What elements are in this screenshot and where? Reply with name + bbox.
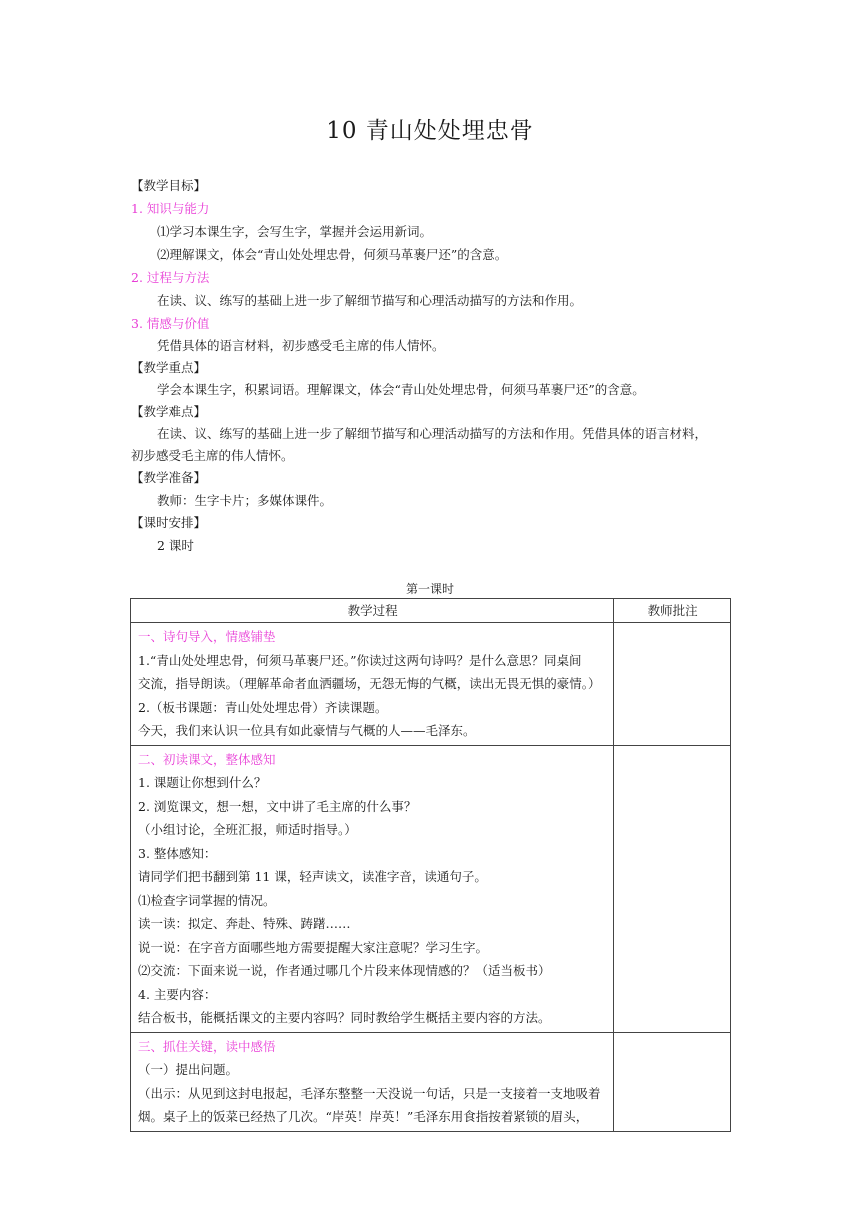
objective-1-item-2: ⑵理解课文，体会“青山处处埋忠骨，何须马革裹尸还”的含意。 — [157, 247, 508, 262]
lesson-table — [130, 598, 731, 1132]
objective-2-title: 2. 过程与方法 — [131, 270, 210, 285]
section-2-line: 3. 整体感知： — [138, 845, 217, 861]
column-header-notes: 教师批注 — [614, 599, 731, 623]
difficulties-heading: 【教学难点】 — [131, 404, 207, 419]
table-row — [131, 623, 731, 746]
section-3-notes-cell — [614, 1032, 731, 1131]
section-2-line: 结合板书，能概括课文的主要内容吗？同时教给学生概括主要内容的方法。 — [138, 1010, 551, 1025]
section-2-line: 读一读：拟定、奔赴、特殊、踌躇…… — [138, 916, 351, 931]
schedule-heading: 【课时安排】 — [131, 515, 207, 530]
preparation-heading: 【教学准备】 — [131, 470, 207, 485]
key-points-text: 学会本课生字，积累词语。理解课文，体会“青山处处埋忠骨，何须马革裹尸还”的含意。 — [157, 382, 645, 397]
column-header-process: 教学过程 — [131, 599, 614, 623]
objective-2-text: 在读、议、练写的基础上进一步了解细节描写和心理活动描写的方法和作用。 — [157, 293, 583, 308]
section-2-line: （小组讨论，全班汇报，师适时指导。） — [138, 822, 357, 837]
table-header-row — [131, 599, 731, 623]
key-points-heading: 【教学重点】 — [131, 360, 207, 375]
section-3-cell — [131, 1032, 614, 1131]
section-1-line: 1.“青山处处埋忠骨，何须马革裹尸还。”你读过这两句诗吗？是什么意思？同桌间 — [138, 652, 582, 668]
section-1-line: 2.（板书课题：青山处处埋忠骨）齐读课题。 — [138, 699, 388, 715]
section-2-line: ⑴检查字词掌握的情况。 — [138, 892, 276, 908]
section-1-notes-cell — [614, 623, 731, 746]
section-1-line: 交流，指导朗读。（理解革命者血洒疆场，无怨无悔的气概，读出无畏无惧的豪情。） — [138, 676, 601, 691]
difficulties-text-line-2: 初步感受毛主席的伟人情怀。 — [131, 448, 294, 463]
section-2-line: 4. 主要内容： — [138, 986, 217, 1002]
lesson-caption: 第一课时 — [405, 582, 454, 596]
table-row — [131, 745, 731, 1032]
page-title: 10 青山处处埋忠骨 — [326, 118, 534, 144]
objective-3-title: 3. 情感与价值 — [131, 316, 210, 331]
section-3-line: 烟。桌子上的饭菜已经热了几次。“岸英！岸英！”毛泽东用食指按着紧锁的眉头， — [138, 1109, 589, 1124]
objectives-heading: 【教学目标】 — [131, 178, 207, 193]
section-2-line: 2. 浏览课文，想一想，文中讲了毛主席的什么事？ — [138, 798, 417, 814]
section-2-line: ⑵交流：下面来说一说，作者通过哪几个片段来体现情感的？（适当板书） — [138, 963, 551, 978]
section-3-line: （一）提出问题。 — [138, 1062, 239, 1077]
section-3-line: （出示：从见到这封电报起，毛泽东整整一天没说一句话，只是一支接着一支地吸着 — [138, 1085, 601, 1101]
objective-1-item-1: ⑴学习本课生字，会写生字，掌握并会运用新词。 — [157, 224, 433, 239]
section-2-line: 说一说：在字音方面哪些地方需要提醒大家注意呢？学习生字。 — [138, 939, 489, 955]
table-row — [131, 1032, 731, 1131]
difficulties-text-line-1: 在读、议、练写的基础上进一步了解细节描写和心理活动描写的方法和作用。凭借具体的语言材料， — [157, 426, 708, 441]
preparation-text: 教师：生字卡片；多媒体课件。 — [157, 493, 333, 508]
section-1-line: 今天，我们来认识一位具有如此豪情与气概的人——毛泽东。 — [138, 723, 476, 738]
section-3-heading: 三、抓住关键，读中感悟 — [138, 1038, 276, 1054]
section-2-heading: 二、初读课文，整体感知 — [138, 751, 276, 767]
section-2-line: 请同学们把书翻到第 11 课，轻声读文，读准字音，读通句子。 — [138, 869, 487, 884]
section-1-heading: 一、诗句导入，情感铺垫 — [138, 629, 276, 644]
schedule-text: 2 课时 — [157, 538, 194, 553]
section-2-notes-cell — [614, 745, 731, 1032]
objective-3-text: 凭借具体的语言材料，初步感受毛主席的伟人情怀。 — [157, 338, 445, 353]
section-2-cell — [131, 745, 614, 1032]
section-2-line: 1. 课题让你想到什么？ — [138, 775, 267, 790]
objective-1-title: 1. 知识与能力 — [131, 201, 210, 216]
section-1-cell — [131, 623, 614, 746]
